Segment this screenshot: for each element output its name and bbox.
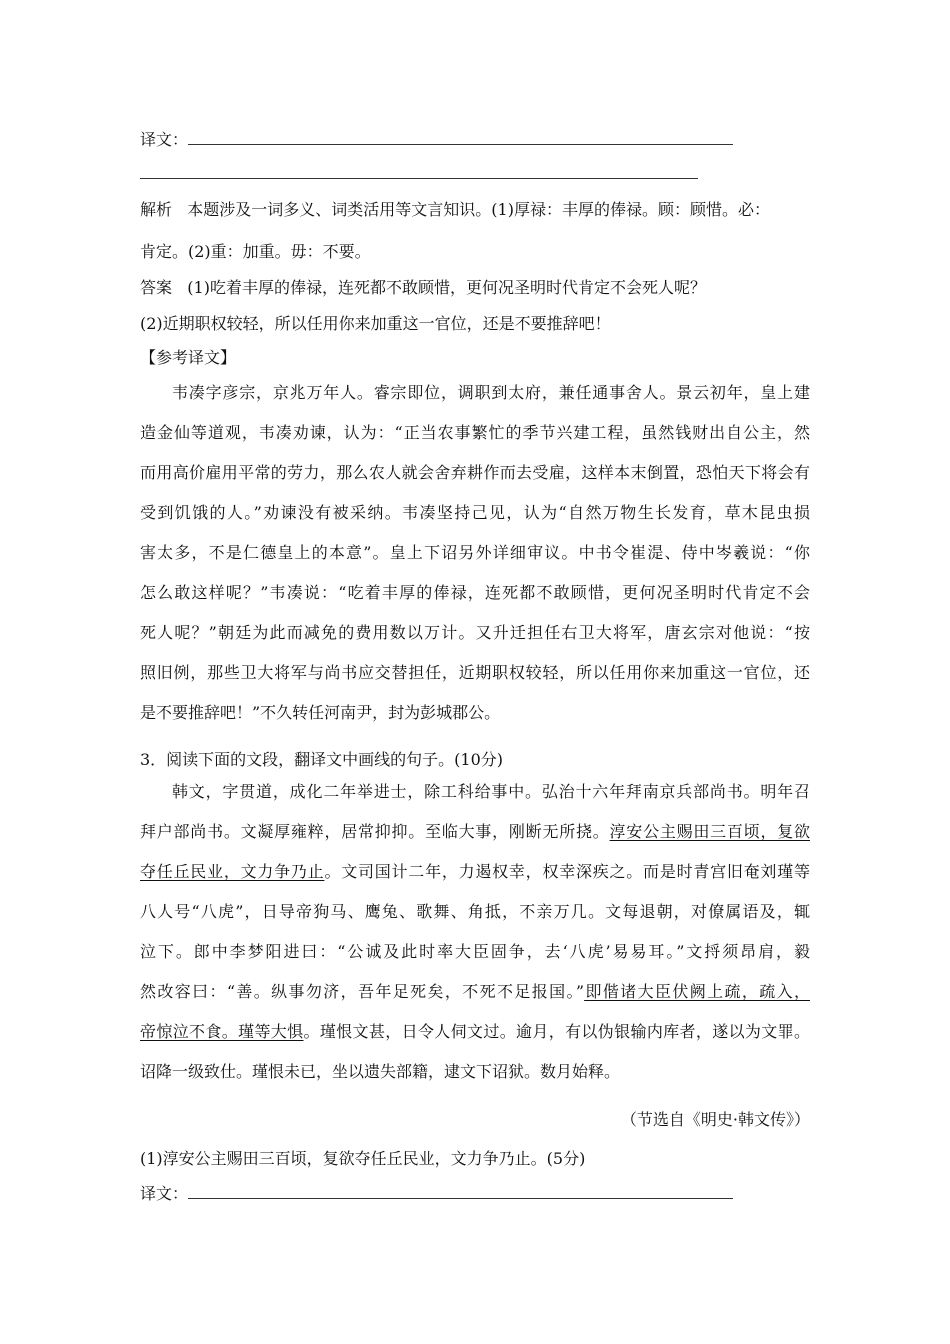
reference-line: 受到饥饿的人。”劝谏没有被采纳。韦凑坚持己见，认为“自然万物生长发育，草木昆虫损 bbox=[140, 503, 810, 522]
reference-line: 造金仙等道观，韦凑劝谏，认为：“正当农事繁忙的季节兴建工程，虽然钱财出自公主，然 bbox=[140, 423, 810, 442]
passage-line bbox=[140, 1012, 810, 1052]
passage-source: （节选自《明史·韩文传》） bbox=[620, 1110, 810, 1129]
translation-label: 译文： bbox=[140, 1184, 189, 1203]
answer-blank bbox=[140, 162, 698, 179]
passage-text: 。文司国计二年，力遏权幸，权幸深疾之。而是时青宫旧奄刘瑾等 bbox=[324, 862, 810, 881]
reference-line: 是不要推辞吧！”不久转任河南尹，封为彭城郡公。 bbox=[140, 703, 501, 722]
passage-line bbox=[140, 852, 810, 892]
analysis-text-2: 肯定。(2)重：加重。毋：不要。 bbox=[140, 242, 371, 261]
passage-text: 然改容曰：“善。纵事勿济，吾年足死矣，不死不足报国。” bbox=[140, 982, 585, 1001]
passage-text: 拜户部尚书。文凝厚雍粹，居常抑抑。至临大事，刚断无所挠。 bbox=[140, 822, 610, 841]
underlined-sentence-2b: 帝惊泣不食。瑾等大惧 bbox=[140, 1022, 304, 1041]
translation-label: 译文： bbox=[140, 130, 189, 149]
answer-text-2: (2)近期职权较轻，所以任用你来加重这一官位，还是不要推辞吧！ bbox=[140, 314, 611, 333]
reference-line: 怎么敢这样呢？”韦凑说：“吃着丰厚的俸禄，连死都不敢顾惜，更何况圣明时代肯定不会 bbox=[140, 583, 810, 602]
answer-line-1 bbox=[140, 276, 706, 300]
sub-question-1: (1)淳安公主赐田三百顷，复欲夺任丘民业，文力争乃止。(5分) bbox=[140, 1149, 586, 1168]
analysis-line-1 bbox=[140, 198, 770, 222]
analysis-line-2 bbox=[140, 240, 371, 264]
answer-blank bbox=[188, 128, 733, 145]
reference-line: 照旧例，那些卫大将军与尚书应交替担任，近期职权较轻，所以任用你来加重这一官位，还 bbox=[140, 663, 810, 682]
passage-text: 。瑾恨文甚，日令人伺文过。逾月，有以伪银输内库者，遂以为文罪。 bbox=[303, 1022, 810, 1041]
translation-line-2 bbox=[140, 162, 698, 186]
reference-heading: 【参考译文】 bbox=[140, 348, 237, 367]
answer-text-1: (1)吃着丰厚的俸禄，连死都不敢顾惜，更何况圣明时代肯定不会死人呢？ bbox=[187, 278, 706, 297]
passage-line: 韩文，字贯道，成化二年举进士，除工科给事中。弘治十六年拜南京兵部尚书。明年召 bbox=[172, 782, 810, 801]
analysis-text-1: 本题涉及一词多义、词类活用等文言知识。(1)厚禄：丰厚的俸禄。顾：顾惜。必： bbox=[187, 200, 770, 219]
reference-line: 死人呢？”朝廷为此而减免的费用数以万计。又升迁担任右卫大将军，唐玄宗对他说：“按 bbox=[140, 623, 810, 642]
reference-line: 而用高价雇用平常的劳力，那么农人就会舍弃耕作而去受雇，这样本末倒置，恐怕天下将会有 bbox=[140, 463, 810, 482]
question-3-title: 3．阅读下面的文段，翻译文中画线的句子。(10分) bbox=[140, 750, 504, 769]
passage-line: 诏降一级致仕。瑾恨未已，坐以遗失部籍，逮文下诏狱。数月始释。 bbox=[140, 1062, 621, 1081]
reference-paragraph bbox=[140, 373, 810, 733]
question-3-passage bbox=[140, 772, 810, 1092]
passage-line: 泣下。郎中李梦阳进曰：“公诚及此时率大臣固争，去‘八虎’易易耳。”文捋须昂肩，毅 bbox=[140, 942, 810, 961]
reference-line: 害太多，不是仁德皇上的本意”。皇上下诏另外详细审议。中书令崔湜、侍中岑羲说：“你 bbox=[140, 543, 810, 562]
underlined-sentence-1a: 淳安公主赐田三百顷，复欲 bbox=[609, 822, 810, 841]
passage-line bbox=[140, 972, 810, 1012]
answer-line-2 bbox=[140, 312, 611, 336]
passage-line: 八人号“八虎”，日导帝狗马、鹰兔、歌舞、角抵，不亲万几。文每退朝，对僚属语及，辄 bbox=[140, 902, 810, 921]
underlined-sentence-1b: 夺任丘民业，文力争乃止 bbox=[140, 862, 325, 881]
analysis-label: 解析 bbox=[140, 200, 173, 219]
translation-line-1 bbox=[140, 128, 733, 152]
answer-blank[interactable] bbox=[188, 1182, 733, 1199]
sub-question-1-translation bbox=[140, 1182, 733, 1206]
underlined-sentence-2a: 即偕诸大臣伏阙上疏，疏入， bbox=[584, 982, 810, 1001]
passage-line bbox=[140, 812, 810, 852]
answer-label: 答案 bbox=[140, 278, 173, 297]
reference-line: 韦凑字彦宗，京兆万年人。睿宗即位，调职到太府，兼任通事舍人。景云初年，皇上建 bbox=[172, 383, 810, 402]
